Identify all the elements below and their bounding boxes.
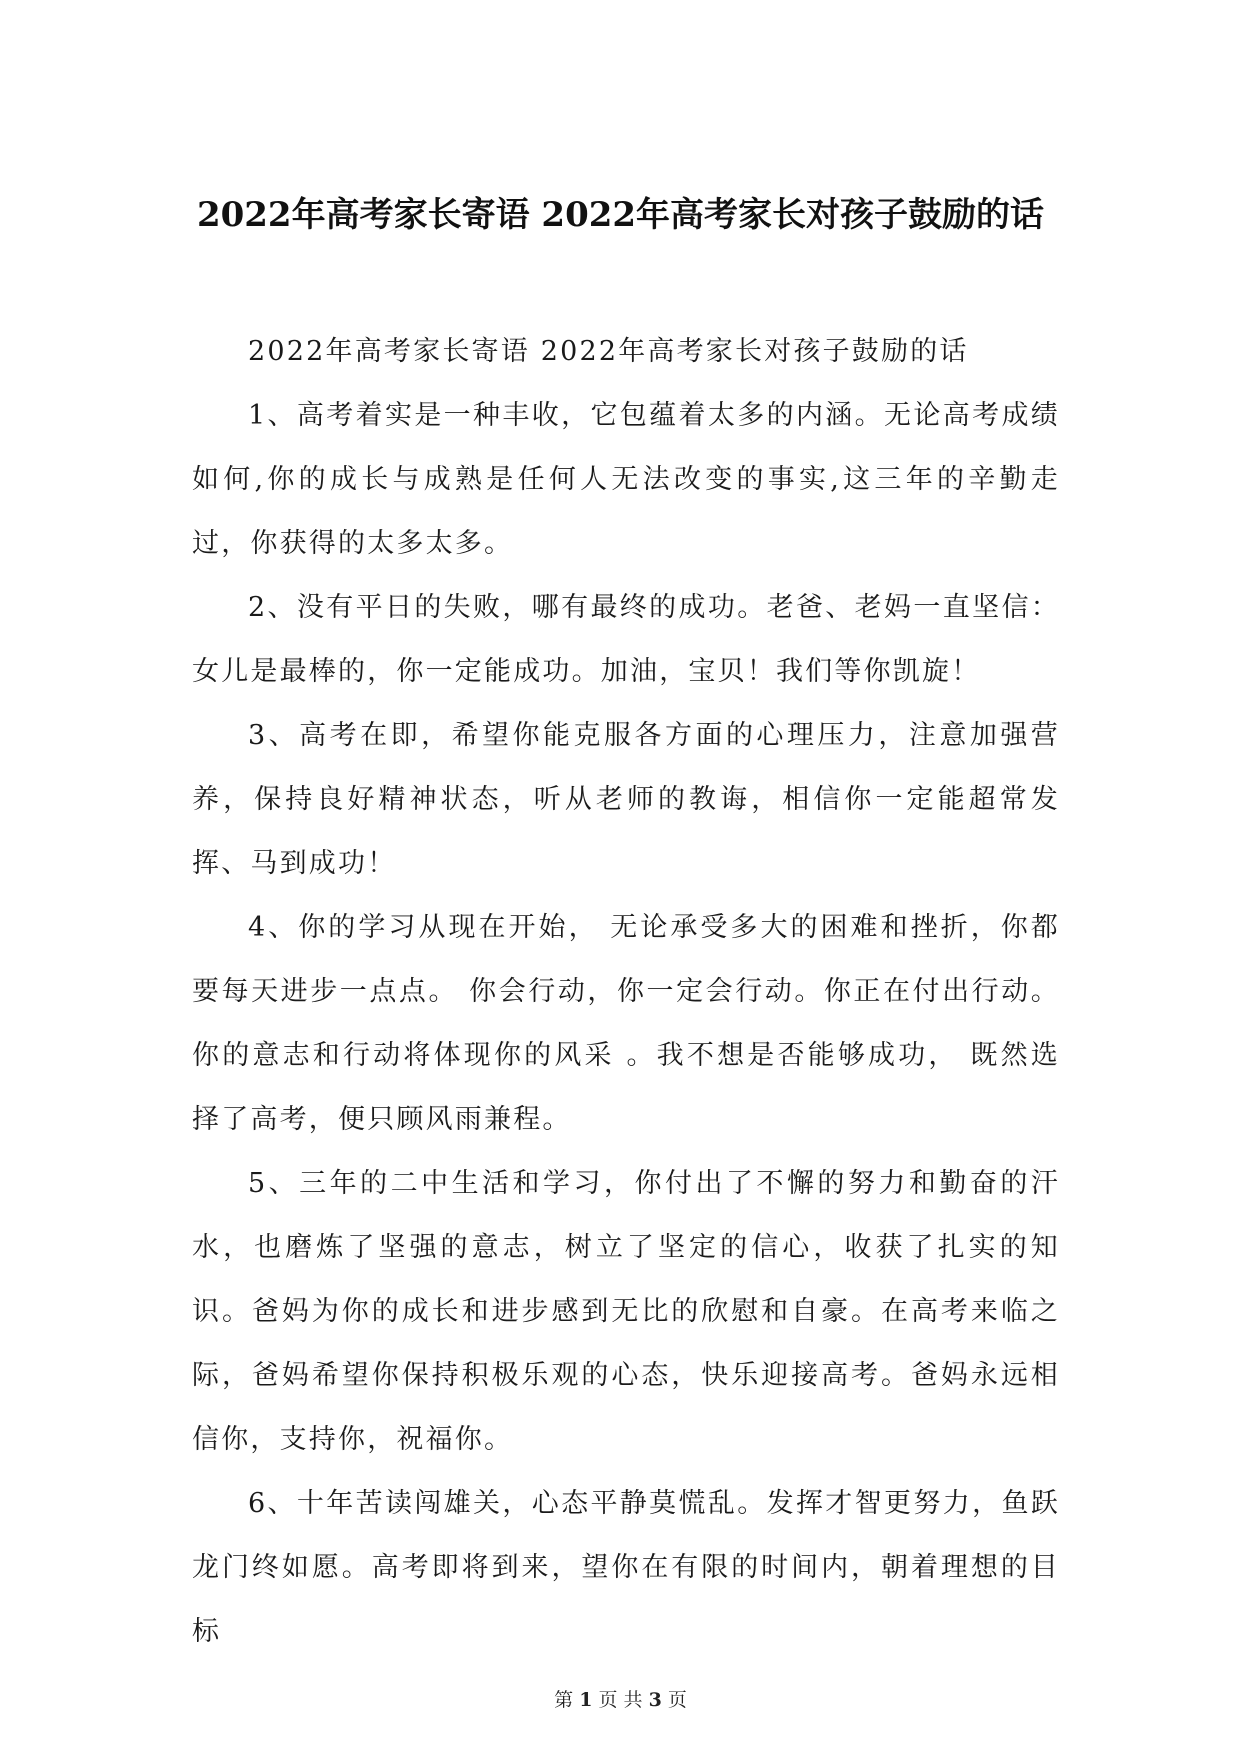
paragraph-subtitle: 2022年高考家长寄语 2022年高考家长对孩子鼓励的话 (248, 336, 969, 367)
paragraph-item-3: 3、高考在即，希望你能克服各方面的心理压力，注意加强营养，保持良好精神状态，听从老师的教诲，相信你一定能超常发挥、马到成功！ (192, 720, 1060, 879)
footer-suffix: 页 (667, 1689, 687, 1711)
document-body (192, 320, 1060, 1664)
page-footer (0, 1686, 1241, 1714)
footer-total-pages: 3 (648, 1689, 662, 1711)
paragraph-item-1: 1、高考着实是一种丰收，它包蕴着太多的内涵。无论高考成绩如何,你的成长与成熟是任何人无法改变的事实,这三年的辛勤走过，你获得的太多太多。 (192, 400, 1060, 559)
footer-current-page: 1 (579, 1689, 593, 1711)
document-title: 2022年高考家长寄语 2022年高考家长对孩子鼓励的话 (196, 195, 1045, 235)
paragraph-item-4: 4、你的学习从现在开始， 无论承受多大的困难和挫折，你都要每天进步一点点。 你会行动，你一定会行动。你正在付出行动。你的意志和行动将体现你的风采 。我不想是否能够成功， 既然选择了高考，便只顾风雨兼程。 (192, 912, 1060, 1135)
paragraph-item-6: 6、十年苦读闯雄关，心态平静莫慌乱。发挥才智更努力，鱼跃龙门终如愿。高考即将到来，望你在有限的时间内，朝着理想的目标 (192, 1488, 1060, 1647)
footer-prefix: 第 (554, 1689, 574, 1711)
paragraph-item-2: 2、没有平日的失败，哪有最终的成功。老爸、老妈一直坚信：女儿是最棒的，你一定能成功。加油，宝贝！我们等你凯旋！ (192, 592, 1060, 687)
paragraph-item-5: 5、三年的二中生活和学习，你付出了不懈的努力和勤奋的汗水，也磨炼了坚强的意志，树立了坚定的信心，收获了扎实的知识。爸妈为你的成长和进步感到无比的欣慰和自豪。在高考来临之际，爸妈希望你保持积极乐观的心态，快乐迎接高考。爸妈永远相信你，支持你，祝福你。 (192, 1168, 1060, 1455)
footer-middle: 页 共 (598, 1689, 643, 1711)
